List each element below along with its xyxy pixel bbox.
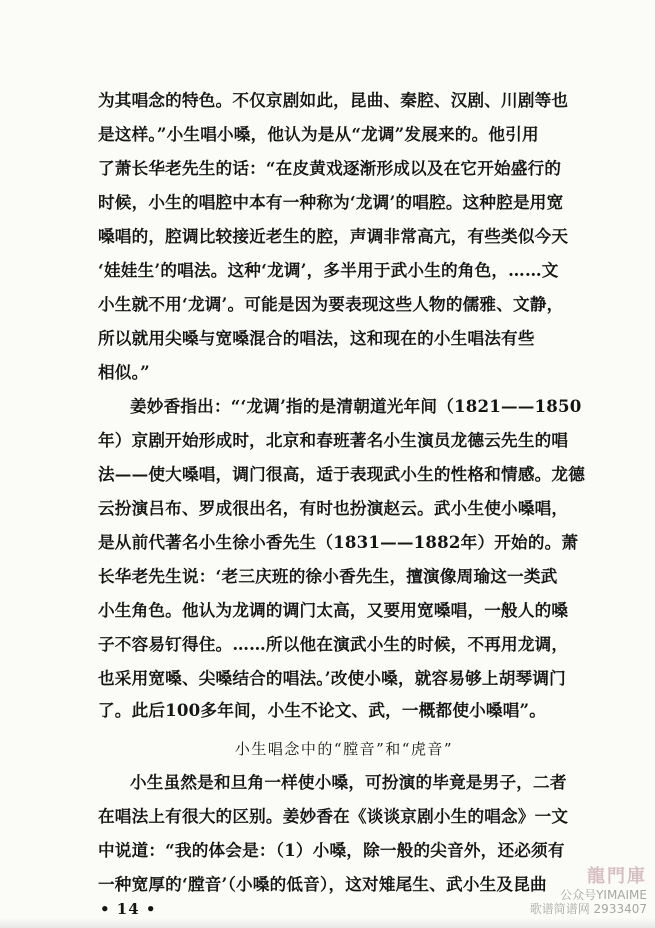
body-line: 在唱法上有很大的区别。姜妙香在《谈谈京剧小生的唱念》一文 [98, 806, 569, 826]
section-heading: 小生唱念中的“膛音”和“虎音” [234, 740, 454, 758]
scan-edge [0, 918, 655, 928]
body-line: 小生就不用‘龙调’。可能是因为要表现这些人物的儒雅、文静， [98, 294, 564, 314]
watermark [530, 862, 647, 916]
paragraph-first-line: 小生虽然是和旦角一样使小嗓，可扮演的毕竟是男子，二者 [130, 772, 567, 792]
body-line: 相似。” [98, 362, 150, 382]
body-line: 时候，小生的唱腔中本有一种称为‘龙调’的唱腔。这种腔是用宽 [98, 192, 564, 212]
body-line: 也采用宽嗓、尖嗓结合的唱法。’改使小嗓，就容易够上胡琴调门 [98, 668, 566, 688]
body-line: 所以就用尖嗓与宽嗓混合的唱法，这和现在的小生唱法有些 [98, 328, 535, 348]
body-line: 了萧长华老先生的话：“在皮黄戏逐渐形成以及在它开始盛行的 [98, 158, 562, 178]
body-line: 了。此后100多年间，小生不论文、武，一概都使小嗓唱”。 [98, 700, 547, 720]
body-line: 是从前代著名小生徐小香先生（1831——1882年）开始的。萧 [98, 532, 579, 552]
body-line: 子不容易钉得住。……所以他在演武小生的时候，不再用龙调， [98, 634, 569, 654]
body-line: 为其唱念的特色。不仅京剧如此，昆曲、秦腔、汉剧、川剧等也 [98, 90, 569, 110]
page-number: • 14 • [100, 900, 157, 918]
body-line: 嗓唱的，腔调比较接近老生的腔，声调非常高亢，有些类似今天 [98, 226, 569, 246]
body-line: ‘娃娃生’的唱法。这种‘龙调’，多半用于武小生的角色，……文 [98, 260, 559, 280]
paragraph-first-line: 姜妙香指出：“‘龙调’指的是清朝道光年间（1821——1850 [130, 396, 582, 416]
watermark-line: 歌谱简谱网 2933407 [529, 902, 647, 916]
body-line: 长华老先生说：‘老三庆班的徐小香先生，擅演像周瑜这一类武 [98, 566, 558, 586]
watermark-line: 公众号YIMAIME [560, 888, 647, 902]
body-line: 中说道：“我的体会是：（1）小嗓，除一般的尖音外，还必须有 [98, 840, 565, 860]
watermark-logo: 龍門庫 [587, 866, 647, 887]
body-line: 年）京剧开始形成时，北京和春班著名小生演员龙德云先生的唱 [98, 430, 569, 450]
body-line: 是这样。”小生唱小嗓，他认为是从“龙调”发展来的。他引用 [98, 124, 539, 144]
body-line: 小生角色。他认为龙调的调门太高，又要用宽嗓唱，一般人的嗓 [98, 600, 569, 620]
body-line: 法——使大嗓唱，调门很高，适于表现武小生的性格和情感。龙德 [98, 464, 586, 484]
body-line: 一种宽厚的‘膛音’（小嗓的低音），这对雉尾生、武小生及昆曲 [98, 874, 547, 894]
body-line: 云扮演吕布、罗成很出名，有时也扮演赵云。武小生使小嗓唱， [98, 498, 569, 518]
